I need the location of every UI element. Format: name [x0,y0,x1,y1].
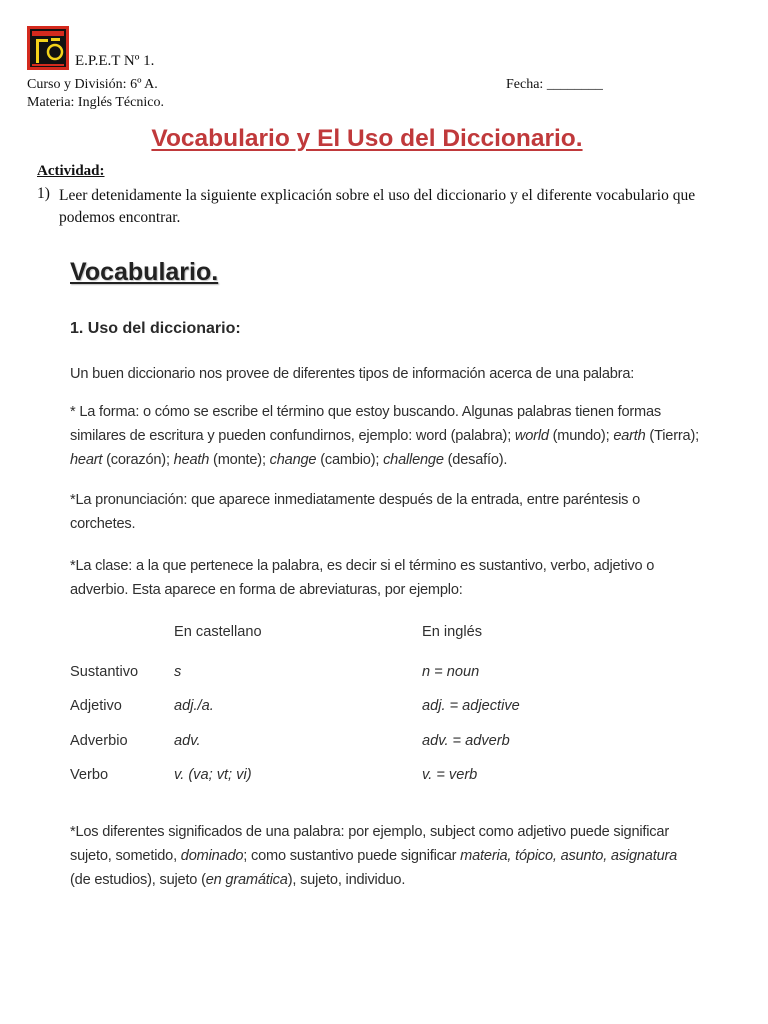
scanned-content [52,240,712,940]
intro-paragraph: Un buen diccionario nos provee de diferentes tipos de información acerca de una palabra: [70,366,635,382]
school-logo [27,26,69,70]
course-division: Curso y División: 6º A. [27,77,158,92]
table-row-es: adv. [174,733,201,749]
pronunciation-paragraph: *La pronunciación: que aparece inmediatamente después de la entrada, entre paréntesis o corchetes. [70,492,640,532]
meanings-paragraph: *Los diferentes significados de una palabra: por ejemplo, subject como adjetivo puede significar sujeto, sometido, dominado; como sustantivo puede significar materia, tópico, asunto, asignatura (de estudios), sujeto (en gramática), sujeto, individuo. [70,824,678,888]
table-row-en: v. = verb [422,767,478,783]
table-row-word: Verbo [70,767,109,783]
section-heading: 1. Uso del diccionario: [70,320,241,337]
table-row-word: Adverbio [70,733,128,749]
forma-paragraph: * La forma: o cómo se escribe el término que estoy buscando. Algunas palabras tienen formas similares de escritura y pueden confundirnos, ejemplo: word (palabra); world (mundo); earth (Tierra); heart (corazón); heath (monte); change (cambio); challenge (desafío). [70,404,699,468]
page-title: Vocabulario y El Uso del Diccionario. [151,125,583,152]
content-heading: Vocabulario. [70,258,219,286]
forma-label: * La forma [70,404,136,420]
table-row-es: s [174,664,182,680]
table-header-ingles: En inglés [422,624,483,640]
table-row-es: adj./a. [174,698,214,714]
date-field: Fecha: ________ [506,77,603,92]
table-row-en: n = noun [422,664,480,680]
table-header-castellano: En castellano [174,624,262,640]
table-row-es: v. (va; vt; vi) [174,767,252,783]
class-paragraph: *La clase: a la que pertenece la palabra, es decir si el término es sustantivo, verbo, adjetivo o adverbio. Esta aparece en forma de abreviaturas, por ejemplo: [70,558,655,598]
school-name: E.P.E.T Nº 1. [75,53,155,69]
table-row-en: adj. = adjective [422,698,520,714]
table-row-word: Adjetivo [70,698,122,714]
table-row-en: adv. = adverb [422,733,510,749]
table-row-word: Sustantivo [70,664,139,680]
activity-text: Leer detenidamente la siguiente explicación sobre el uso del diccionario y el diferente vocabulario que podemos encontrar. [59,187,696,226]
subject: Materia: Inglés Técnico. [27,95,164,110]
activity-label: Actividad: [37,163,105,179]
activity-number: 1) [37,185,50,202]
